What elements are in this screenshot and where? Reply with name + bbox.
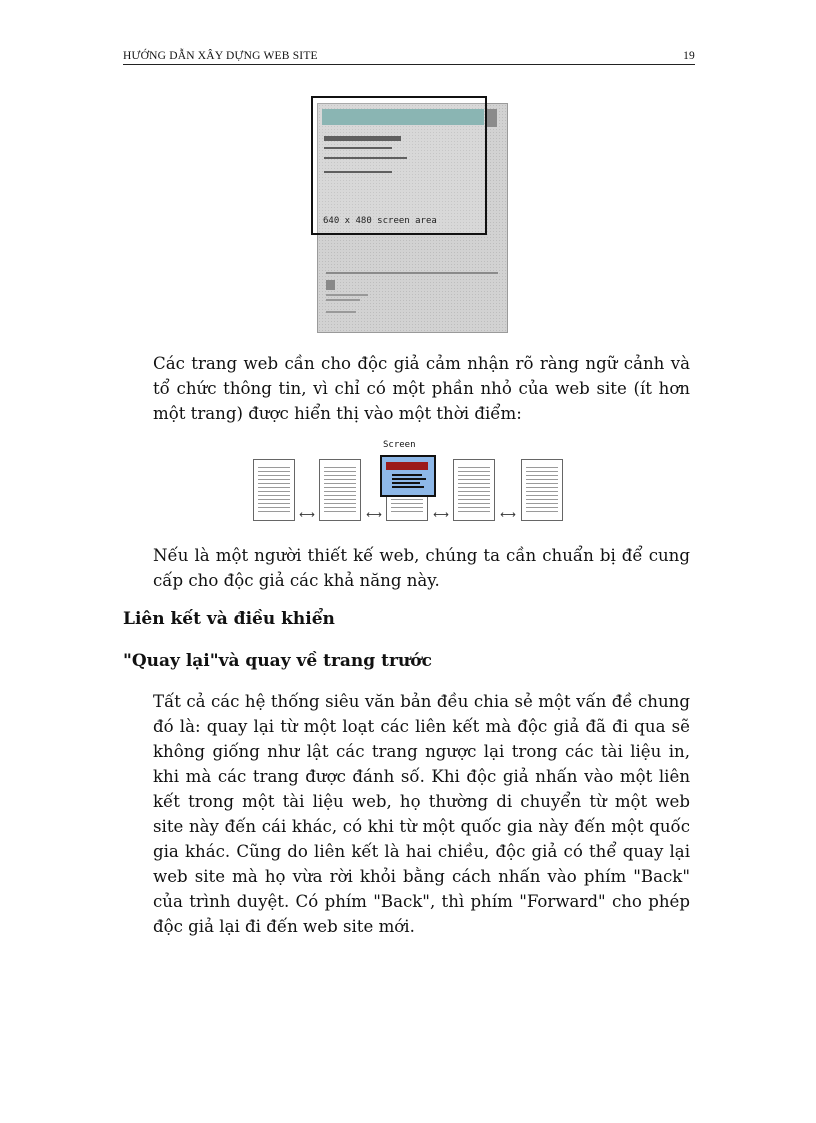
text-line — [392, 474, 422, 476]
page-number: 19 — [683, 50, 695, 62]
scrollbar-thumb — [487, 109, 497, 127]
section-heading-links: Liên kết và điều khiển — [123, 609, 335, 629]
bidirectional-arrow: ⟷ — [500, 508, 516, 521]
screen-area-label: 640 x 480 screen area — [323, 216, 437, 226]
page-line — [326, 311, 356, 313]
bidirectional-arrow: ⟷ — [366, 508, 382, 521]
page-thumb — [326, 280, 335, 290]
page-header-band — [386, 462, 428, 470]
page-thumbnail — [521, 459, 563, 521]
text-line — [392, 478, 426, 480]
text-line — [392, 486, 424, 488]
screen-label: Screen — [383, 440, 416, 450]
screen-window — [380, 455, 436, 497]
paragraph-designer: Nếu là một người thiết kế web, chúng ta cần chuẩn bị để cung cấp cho độc giả các khả năng này. — [153, 546, 690, 590]
bidirectional-arrow: ⟷ — [433, 508, 449, 521]
page-sequence-figure — [250, 440, 570, 524]
page-thumbnail — [453, 459, 495, 521]
screen-area-figure — [310, 95, 510, 335]
page-rule — [326, 272, 498, 274]
paragraph-hypertext: Tất cả các hệ thống siêu văn bản đều chia sẻ một vấn đề chung đó là: quay lại từ một loạt các liên kết mà độc giả đã đi qua sẽ không giống như lật các trang ngược lại trong các tài liệu in, khi mà các trang được đánh số. Khi độc giả nhấn vào một liên kết trong một tài liệu web, họ thường di chuyển từ một web site này đến cái khác, có khi từ một quốc gia này đến một quốc gia khác. Cũng do liên kết là hai chiều, độc giả có thể quay lại web site mà họ vừa rời khỏi bằng cách nhấn vào phím "Back" của trình duyệt. Có phím "Back", thì phím "Forward" cho phép độc giả lại đi đến web site mới. — [153, 692, 690, 936]
page-line — [326, 294, 368, 296]
screen-frame — [311, 96, 487, 235]
running-header — [123, 49, 695, 65]
page-thumbnail — [319, 459, 361, 521]
text-line — [392, 482, 420, 484]
header-title: HƯỚNG DẪN XÂY DỰNG WEB SITE — [123, 50, 318, 62]
bidirectional-arrow: ⟷ — [299, 508, 315, 521]
section-heading-back: "Quay lại"và quay về trang trước — [123, 651, 432, 671]
paragraph-context: Các trang web cần cho độc giả cảm nhận rõ ràng ngữ cảnh và tổ chức thông tin, vì chỉ có một phần nhỏ của web site (ít hơn một trang) được hiển thị vào một thời điểm: — [153, 354, 690, 423]
page-line — [326, 299, 360, 301]
page-thumbnail — [253, 459, 295, 521]
